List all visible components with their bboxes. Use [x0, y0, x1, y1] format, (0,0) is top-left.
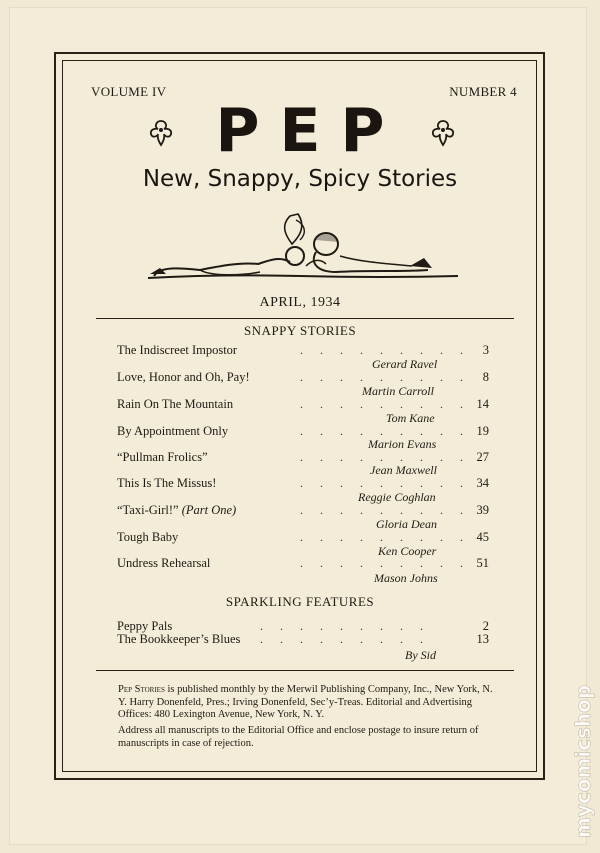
- story-author: Tom Kane: [386, 411, 435, 425]
- page-number: 14: [476, 397, 489, 411]
- leader-dots: . . . . . . . . .: [300, 397, 470, 411]
- page-number: 19: [476, 424, 489, 438]
- fleur-ornament-left: [144, 118, 178, 148]
- feature-author: By Sid: [405, 648, 436, 662]
- reclining-couple-illustration: [140, 206, 462, 286]
- publisher-statement: [118, 684, 498, 722]
- leader-dots: . . . . . . . . .: [300, 556, 470, 570]
- page-number: 2: [482, 619, 489, 633]
- story-title: The Indiscreet Impostor: [117, 343, 238, 357]
- page-number: 8: [482, 370, 489, 384]
- leader-dots: . . . . . . . . .: [300, 343, 470, 357]
- page-number: 27: [476, 450, 489, 464]
- publication-name: Pep Stories: [118, 684, 165, 695]
- publisher-text: is published monthly by the Merwil Publishing Company, Inc., New York, N. Y. Harry Donenfeld, Pres.; Irving Donenfeld, Sec’y-Treas. Editorial and Advertising Offices: 480 Lexington Avenue, New York, N. Y.: [118, 684, 493, 721]
- page-number: 51: [476, 556, 489, 570]
- number-label: NUMBER 4: [449, 84, 517, 99]
- story-author: Reggie Coghlan: [358, 490, 436, 504]
- divider-top: [96, 318, 514, 319]
- story-author: Gloria Dean: [376, 517, 437, 531]
- story-author: Mason Johns: [374, 571, 438, 585]
- manuscript-notice: Address all manuscripts to the Editorial Office and enclose postage to insure return of manuscripts in case of rejection.: [118, 725, 479, 749]
- leader-dots: . . . . . . . . .: [260, 619, 430, 633]
- story-title: By Appointment Only: [117, 424, 229, 438]
- divider-bottom: [96, 670, 514, 671]
- page-number: 45: [476, 530, 489, 544]
- story-title: Rain On The Mountain: [117, 397, 234, 411]
- leader-dots: . . . . . . . . .: [300, 476, 470, 490]
- story-author: Ken Cooper: [378, 544, 437, 558]
- leader-dots: . . . . . . . . .: [260, 632, 430, 646]
- leader-dots: . . . . . . . . .: [300, 450, 470, 464]
- page-number: 34: [476, 476, 489, 490]
- story-author: Marion Evans: [368, 437, 437, 451]
- leader-dots: . . . . . . . . .: [300, 370, 470, 384]
- leader-dots: . . . . . . . . .: [300, 424, 470, 438]
- title-note: (Part One): [181, 503, 237, 517]
- story-author: Martin Carroll: [362, 384, 434, 398]
- story-author: Gerard Ravel: [372, 357, 438, 371]
- leader-dots: . . . . . . . . .: [300, 503, 470, 517]
- story-title: “Taxi-Girl!” (Part One): [117, 503, 237, 517]
- watermark: [568, 640, 598, 840]
- section-heading-stories: SNAPPY STORIES: [243, 323, 357, 338]
- page-number: 39: [476, 503, 489, 517]
- masthead-title: PEP: [215, 96, 405, 166]
- story-title: Tough Baby: [117, 530, 179, 544]
- masthead-subtitle: New, Snappy, Spicy Stories: [142, 166, 458, 192]
- feature-title: Peppy Pals: [117, 619, 173, 633]
- page-number: 13: [476, 632, 489, 646]
- story-title: Undress Rehearsal: [117, 556, 211, 570]
- story-title: “Pullman Frolics”: [117, 450, 208, 464]
- watermark-text: mycomicshop: [571, 684, 595, 838]
- fleur-ornament-right: [426, 118, 460, 148]
- page-number: 3: [482, 343, 489, 357]
- leader-dots: . . . . . . . . .: [300, 530, 470, 544]
- story-author: Jean Maxwell: [370, 463, 437, 477]
- issue-date: APRIL, 1934: [259, 295, 341, 310]
- feature-title: The Bookkeeper’s Blues: [117, 632, 241, 646]
- story-title: Love, Honor and Oh, Pay!: [117, 370, 250, 384]
- volume-label: VOLUME IV: [91, 84, 167, 99]
- section-heading-features: SPARKLING FEATURES: [225, 594, 375, 609]
- story-title: This Is The Missus!: [117, 476, 217, 490]
